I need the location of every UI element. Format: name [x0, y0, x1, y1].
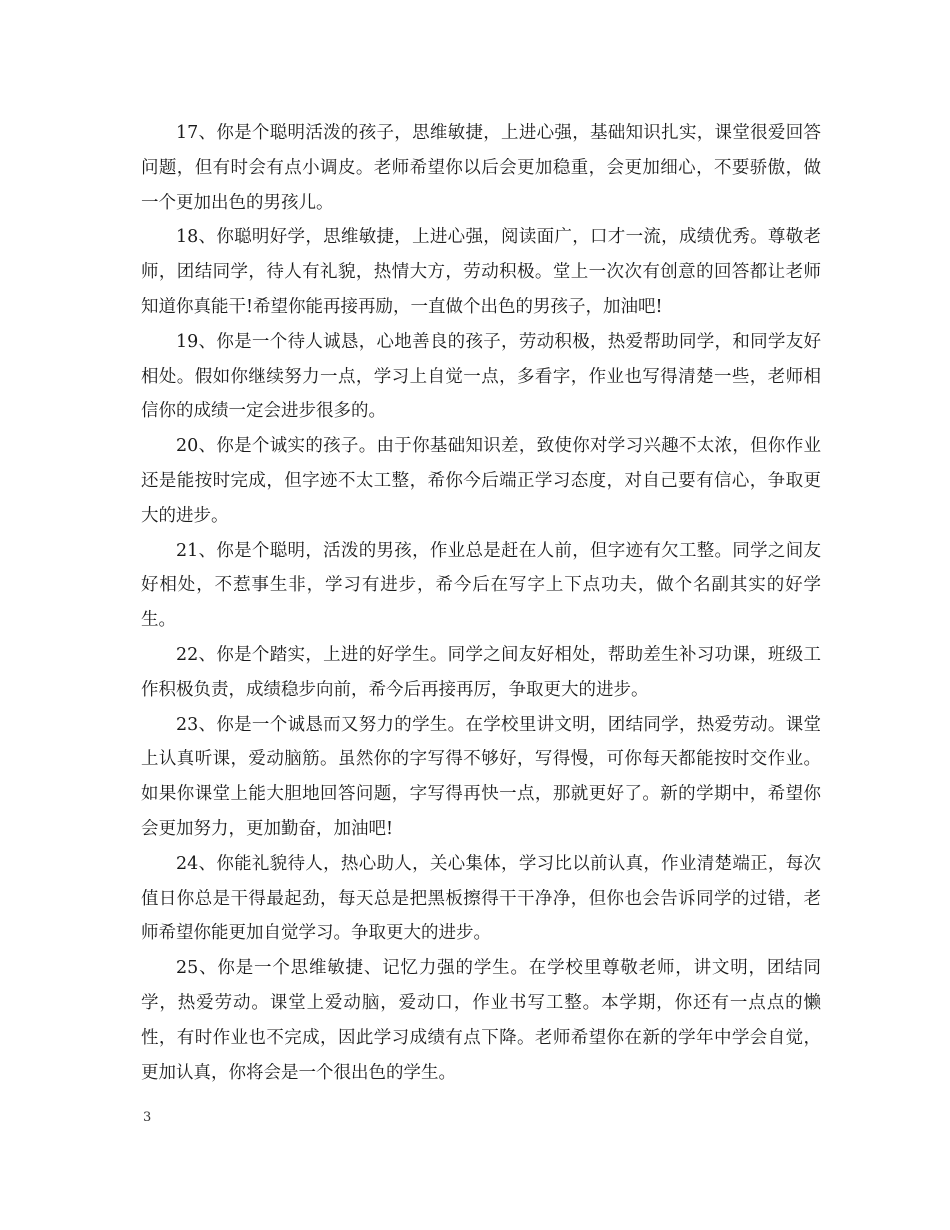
document-body: [141, 116, 821, 1090]
paragraph-24: 24、你能礼貌待人，热心助人，关心集体，学习比以前认真，作业清楚端正，每次值日你总是干得最起劲，每天总是把黑板擦得干干净净，但你也会告诉同学的过错，老师希望你能更加自觉学习。争取更大的进步。: [141, 853, 821, 944]
paragraph-18: 18、你聪明好学，思维敏捷，上进心强，阅读面广，口才一流，成绩优秀。尊敬老师，团结同学，待人有礼貌，热情大方，劳动积极。堂上一次次有创意的回答都让老师知道你真能干!希望你能再接再励，一直做个出色的男孩子，加油吧!: [141, 227, 821, 317]
paragraph-25: 25、你是一个思维敏捷、记忆力强的学生。在学校里尊敬老师，讲文明，团结同学，热爱劳动。课堂上爱动脑，爱动口，作业书写工整。本学期，你还有一点点的懒性，有时作业也不完成，因此学习成绩有点下降。老师希望你在新的学年中学会自觉，更加认真，你将会是一个很出色的学生。: [141, 958, 821, 1083]
paragraph-20: 20、你是个诚实的孩子。由于你基础知识差，致使你对学习兴趣不太浓，但你作业还是能按时完成，但字迹不太工整，希你今后端正学习态度，对自己要有信心，争取更大的进步。: [141, 436, 821, 526]
paragraph-22: 22、你是个踏实，上进的好学生。同学之间友好相处，帮助差生补习功课，班级工作积极负责，成绩稳步向前，希今后再接再厉，争取更大的进步。: [141, 644, 821, 700]
paragraph-17: 17、你是个聪明活泼的孩子，思维敏捷，上进心强，基础知识扎实，课堂很爱回答问题，但有时会有点小调皮。老师希望你以后会更加稳重，会更加细心，不要骄傲，做一个更加出色的男孩儿。: [141, 123, 821, 213]
page-number: 3: [143, 1110, 152, 1125]
paragraph-23: 23、你是一个诚恳而又努力的学生。在学校里讲文明，团结同学，热爱劳动。课堂上认真听课，爱动脑筋。虽然你的字写得不够好，写得慢，可你每天都能按时交作业。如果你课堂上能大胆地回答问题，字写得再快一点，那就更好了。新的学期中，希望你会更加努力，更加勤奋，加油吧!: [141, 714, 821, 839]
paragraph-19: 19、你是一个待人诚恳，心地善良的孩子，劳动积极，热爱帮助同学，和同学友好相处。假如你继续努力一点，学习上自觉一点，多看字，作业也写得清楚一些，老师相信你的成绩一定会进步很多的。: [141, 331, 821, 422]
paragraph-21: 21、你是个聪明，活泼的男孩，作业总是赶在人前，但字迹有欠工整。同学之间友好相处，不惹事生非，学习有进步，希今后在写字上下点功夫，做个名副其实的好学生。: [141, 540, 821, 631]
